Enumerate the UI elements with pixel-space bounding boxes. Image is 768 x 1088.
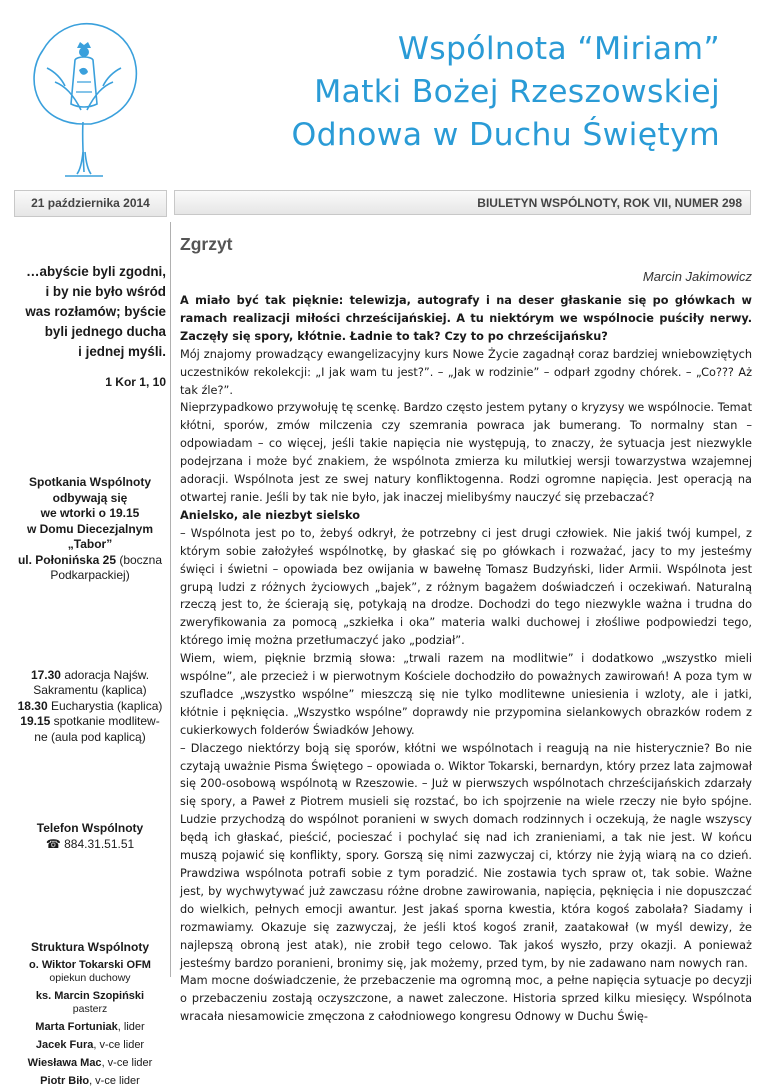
motto-line: i by nie było wśród [45, 284, 166, 299]
article-subheading: Anielsko, ale niezbyt sielsko [180, 508, 360, 522]
issue-date: 21 października 2014 [14, 190, 167, 217]
meetings-line: Podkarpackiej) [50, 568, 130, 582]
article-paragraph: Mam mocne doświadczenie, że przebaczenie ma ogromną moc, a pełne napięcia sytuacje po decyzji o przebaczeniu zostają oczyszczone, a nawet zaleczone. Historia sprzed kilku miesięcy. Wspólnota wracała niesamowicie zmęczona z całodniowego kongresu Odnowy w Duchu Świę- [180, 974, 752, 1024]
structure-person: Jacek Fura [35, 1039, 94, 1051]
article-author: Marcin Jakimowicz [642, 269, 752, 284]
structure-heading: Struktura Wspólnoty [30, 940, 149, 954]
masthead [0, 0, 768, 185]
meetings-line: we wtorki o 19.15 [40, 506, 140, 520]
issue-number: BIULETYN WSPÓLNOTY, ROK VII, NUMER 298 [174, 190, 751, 215]
motto-line: …abyście byli zgodni, [26, 264, 166, 279]
article [180, 226, 752, 1026]
schedule-time: 17.30 [30, 667, 61, 682]
article-paragraph: Nieprzypadkowo przywołuję tę scenkę. Bardzo często jestem pytany o kryzysy we wspólnocie. Temat kłótni, sporów, zmów milczenia czy szemrania powraca jak bumerang. To normalny stan – odpowiadam – co więcej, jeśli takie napięcia nie występują, to znaczy, że sytuacja jest niezwykle podejrzana i może być znakiem, że wspólnota zmierza ku milutkiej wersji towarzystwa wzajemnej adoracji. Wspólnota jest ze swej natury konfliktogenna. Rodzi ogromne napięcia. Jest operacją na otwartej ranie. Jeśli by tak nie było, jak inaczej mielibyśmy nauczyć się przebaczać? [180, 401, 752, 504]
structure-role: , lider [117, 1021, 145, 1033]
schedule-text: ne (aula pod kaplicą) [34, 729, 146, 744]
tree-madonna-logo-icon [25, 12, 143, 182]
phone-icon: ☎ [45, 836, 61, 851]
structure-role: , v-ce lider [89, 1075, 140, 1087]
schedule [14, 668, 166, 746]
meetings-line: odbywają się [52, 490, 128, 505]
masthead-line-3: Odnowa w Duchu Świętym [291, 117, 720, 153]
sidebar [14, 262, 166, 1088]
structure-role: pasterz [72, 1003, 108, 1015]
masthead-line-2: Matki Bożej Rzeszowskiej [314, 74, 720, 110]
schedule-text: spotkanie modlitew- [50, 714, 160, 728]
meetings-address-note: (boczna [116, 552, 163, 567]
structure-role: , v-ce lider [93, 1039, 145, 1051]
motto-reference: 1 Kor 1, 10 [105, 375, 166, 389]
schedule-text: Sakramentu (kaplica) [33, 683, 147, 697]
meetings-line: w Domu Diecezjalnym [26, 521, 154, 536]
structure-person: Marta Fortuniak [35, 1021, 118, 1033]
community-structure [14, 940, 166, 1088]
meetings-line: Spotkania Wspólnoty [28, 475, 151, 489]
phone-heading: Telefon Wspólnoty [36, 821, 144, 835]
schedule-time: 19.15 [20, 714, 51, 728]
article-body [180, 292, 752, 1026]
meetings-address: ul. Połonińska 25 [17, 552, 116, 567]
schedule-text: Eucharystia (kaplica) [47, 698, 163, 713]
motto-quote [14, 262, 166, 362]
meetings-info [14, 475, 166, 584]
motto-line: byli jednego ducha [44, 324, 166, 339]
article-paragraph: – Wspólnota jest po to, żebyś odkrył, że potrzebny ci jest drugi człowiek. Nie jakiś twój kumpel, z którym sobie założyłeś wspólnotkę, by głaskać się po główkach i rozważać, jacy to my jesteśmy święci i świetni – opowiada bez owijania w bawełnę Tomasz Budzyński, lider Armii. Wspólnota jest grupą ludzi z różnych życiowych „bajek”, z różnym bagażem doświadczeń i oczekiwań. Naturalną rzeczą jest to, że ścierają się, potykają na drodze. Dochodzi do tego niezwykle ważna i trudna do zweryfikowania za pomocą „szkiełka i oka” materia walki duchowej i złośliwe podpowiedzi tego, którego imię można przetłumaczyć jako „podział”. [180, 526, 752, 648]
structure-person: o. Wiktor Tokarski OFM [29, 959, 151, 971]
issue-bar [14, 190, 752, 217]
article-lead: A miało być tak pięknie: telewizja, autografy i na deser głaskanie się po główkach w ramach realizacji miłości chrześcijańskiej. A tu niektórym we wspólnocie puściły nerwy. Zaczęły się spory, kłótnie. Ładnie to tak? Czy to po chrześcijańsku? [180, 294, 752, 343]
column-divider [170, 222, 171, 977]
schedule-text: adoracja Najśw. [60, 667, 150, 682]
motto-line: i jednej myśli. [78, 344, 166, 359]
article-paragraph: – Dlaczego niektórzy boją się sporów, kłótni we wspólnotach i reagują na nie histerycznie? Bo nie czytają uważnie Pisma Świętego – opowiada o. Wiktor Tokarski, bernardyn, który przez lata zajmował się 200-osobową wspólnotą w Rzeszowie. – Już w pierwszych wspólnotach chrześcijańskich zdarzały się spory, a Paweł z Piotrem musieli się rozstać, bo ich spojrzenie na wiele rzeczy nie było spójne. Ludzie przychodzą do wspólnot poranieni w swych domach rodzinnych i oczekują, że nagle wszyscy będą ich głaskać, pieścić, pocieszać i pochylać się nad ich zranieniami, a tak nie jest. W końcu muszą pojawić się konflikty, spory. Gorszą się nimi zazwyczaj ci, którzy nie żyją wiarą na co dzień. Prawdziwa wspólnota potrafi sobie z tym poradzić. Nie zostawia tych spraw ot, tak sobie. Ważne jest, by wychwytywać już zawczasu różne drobne zawirowania, napięcia, pęknięcia i nie dopuszczać do wielkich, pełnych emocji awantur. Jest jakaś sporna kwestia, która kogoś zabolała? Siadamy i rozmawiamy. Okazuje się zazwyczaj, że jeśli ktoś kogoś zranił, zaatakował (w myśl dewizy, że najlepszą obroną jest atak), nie zrobił tego celowo. Tak jakoś wyszło, przy okazji. A ponieważ jesteśmy bardzo poranieni, bronimy się, jak możemy, przed tym, by nie zadawano nam nowych ran. [180, 741, 752, 970]
article-paragraph: Mój znajomy prowadzący ewangelizacyjny kurs Nowe Życie zagadnął coraz bardziej wniebowziętych uczestników rekolekcji: „I jak wam tu jest?”. – „Jak w rodzinie” – odparł zgodny chórek. – „Co??? Aż tak źle?”. [180, 347, 752, 397]
structure-person: Wiesława Mac [27, 1057, 102, 1069]
phone-info [14, 821, 166, 852]
article-paragraph: Wiem, wiem, pięknie brzmią słowa: „trwali razem na modlitwie” i dodatkowo „wszystko mieli wspólne”, ale przecież i w pierwotnym Kościele dochodziło do poważnych zawirowań! A poza tym w szufladce „wszystko wspólne” mieszczą się nie tylko modlitewne uniesienia i wzloty, ale i jatki, kłótnie i pęknięcia. „Wszystko wspólne” doprawdy nie przypomina sielankowych obrazków rodem z cukierkowych folderów Świadków Jehowy. [180, 652, 752, 737]
masthead-title [291, 28, 720, 157]
schedule-time: 18.30 [17, 698, 48, 713]
structure-role: opiekun duchowy [49, 972, 131, 984]
motto-line: was rozłamów; byście [25, 304, 166, 319]
meetings-line: „Tabor” [67, 537, 113, 551]
structure-person: Piotr Biło [40, 1075, 90, 1087]
structure-person: ks. Marcin Szopiński [35, 990, 145, 1002]
phone-number[interactable]: 884.31.51.51 [64, 836, 135, 851]
masthead-line-1: Wspólnota “Miriam” [397, 31, 720, 67]
article-title: Zgrzyt [180, 234, 233, 254]
structure-role: , v-ce lider [101, 1057, 153, 1069]
